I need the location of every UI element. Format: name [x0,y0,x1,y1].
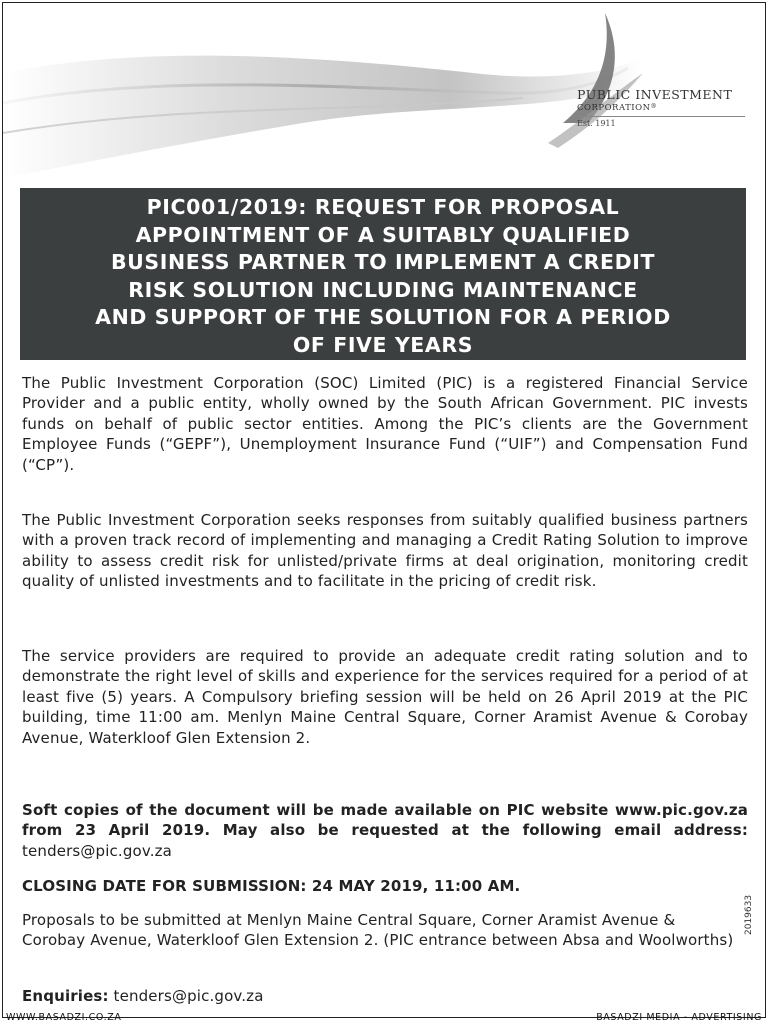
submission-paragraph: Proposals to be submitted at Menlyn Maine Central Square, Corner Aramist Avenue & Corobay Avenue, Waterkloof Glen Extension 2. (PIC entrance between Absa and Woolworths) [22,911,734,950]
scope-paragraph: The Public Investment Corporation seeks responses from suitably qualified business partners with a proven track record of implementing and managing a Credit Rating Solution to improve ability to assess credit risk for unlisted/private firms at deal origination, monitoring credit quality of unlisted investments and to facilitate in the pricing of credit risk. [22,511,748,591]
title-line: BUSINESS PARTNER TO IMPLEMENT A CREDIT [110,250,656,275]
logo-name-line1: PUBLIC INVESTMENT [577,87,733,102]
logo-established: Est. 1911 [577,119,616,128]
intro-paragraph: The Public Investment Corporation (SOC) Limited (PIC) is a registered Financial Service Provider and a public entity, wholly owned by the South African Government. PIC invests funds on behalf of public sector entities. Among the PIC’s clients are the Government Employee Funds (“GEPF”), Unemployment Insurance Fund (“UIF”) and Compensation Fund (“CP”). [22,374,748,474]
closing-date: CLOSING DATE FOR SUBMISSION: 24 MAY 2019, 11:00 AM. [22,877,521,895]
enquiries-email-link[interactable]: tenders@pic.gov.za [108,987,264,1005]
title-line: RISK SOLUTION INCLUDING MAINTENANCE [128,277,638,302]
title-banner [20,188,746,360]
enquiries-label: Enquiries: [22,987,109,1005]
title-line: PIC001/2019: REQUEST FOR PROPOSAL [146,195,620,219]
footer-website-link[interactable]: WWW.BASADZI.CO.ZA [6,1012,122,1023]
title-line: APPOINTMENT OF A SUITABLY QUALIFIED [135,222,631,247]
logo-name-line2: CORPORATION® [577,103,658,113]
enquiries-line [22,986,748,1006]
soft-copies-text: Soft copies of the document will be made available on PIC website www.pic.gov.za from 23 April 2019. May also be requested at the following email address: [22,801,748,840]
title-line: OF FIVE YEARS [292,332,474,357]
soft-copies-paragraph [22,800,748,861]
requirements-paragraph: The service providers are required to provide an adequate credit rating solution and to demonstrate the right level of skills and experience for the services required for a period of at least five (5) years. A Compulsory briefing session will be held on 26 April 2019 at the PIC building, time 11:00 am. Menlyn Maine Central Square, Corner Aramist Avenue & Corobay Avenue, Waterkloof Glen Extension 2. [22,647,748,747]
reference-code: 2019633 [744,894,754,935]
logo-divider [577,116,745,117]
soft-copies-email-link[interactable]: tenders@pic.gov.za [22,841,172,860]
title-line: AND SUPPORT OF THE SOLUTION FOR A PERIOD [95,305,671,330]
footer-credit: BASADZI MEDIA - ADVERTISING [596,1012,762,1023]
pic-logo [577,87,757,128]
